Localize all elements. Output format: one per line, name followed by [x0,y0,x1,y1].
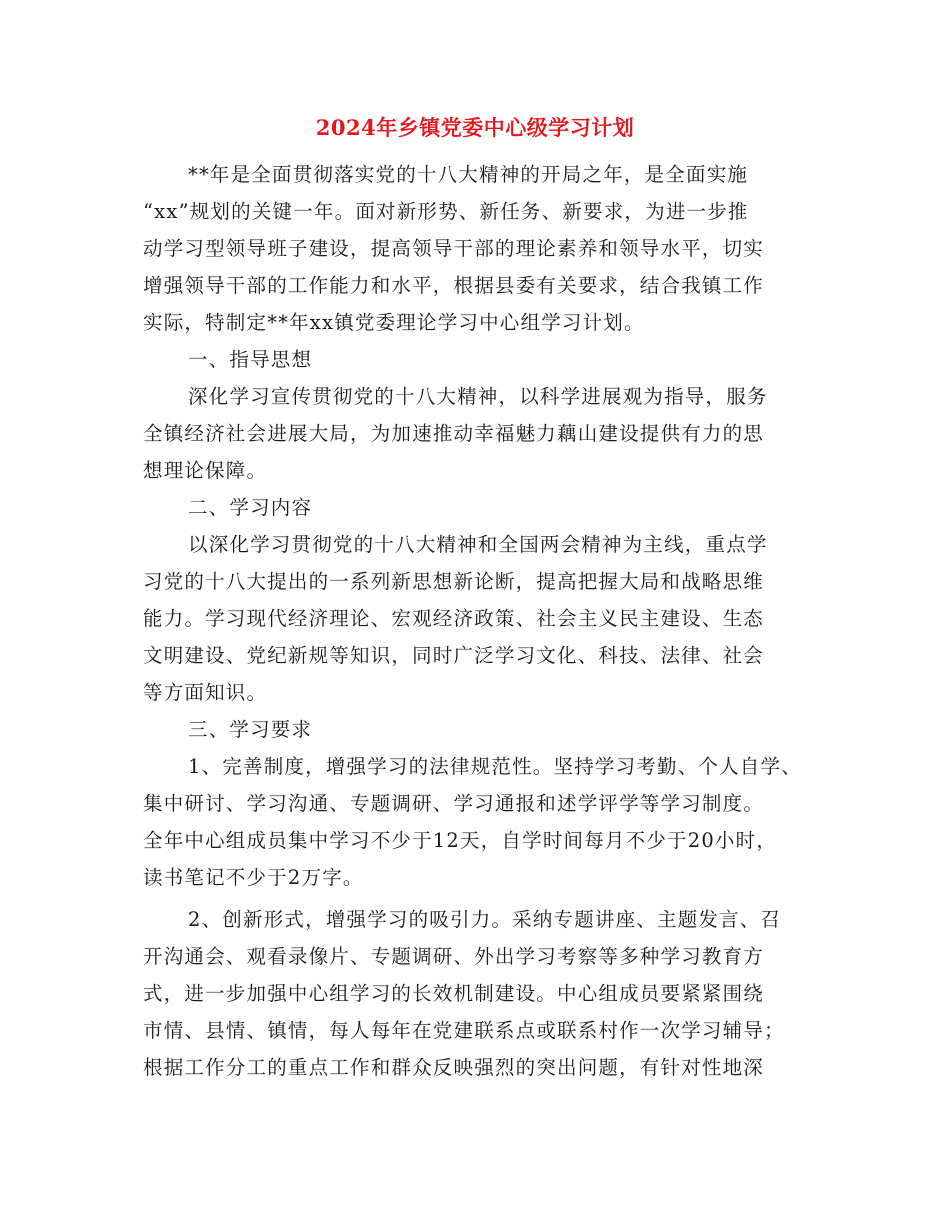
body-line: 动学习型领导班子建设，提高领导干部的理论素养和领导水平，切实 [143,237,765,260]
body-line: 以深化学习贯彻党的十八大精神和全国两会精神为主线，重点学 [188,533,768,556]
section-heading: 一、指导思想 [188,348,313,371]
body-line: 等方面知识。 [143,681,268,704]
body-line: 开沟通会、观看录像片、专题调研、外出学习考察等多种学习教育方 [143,945,765,968]
body-line: 式，进一步加强中心组学习的长效机制建设。中心组成员要紧紧围绕 [143,982,765,1005]
body-line: 读书笔记不少于2万字。 [143,866,364,889]
body-line: 根据工作分工的重点工作和群众反映强烈的突出问题，有针对性地深 [143,1056,765,1079]
body-line: 1、完善制度，增强学习的法律规范性。坚持学习考勤、个人自学、 [188,755,802,778]
section-heading: 二、学习内容 [188,496,313,519]
body-line: 深化学习宣传贯彻党的十八大精神，以科学进展观为指导，服务 [188,385,768,408]
body-line: 想理论保障。 [143,459,268,482]
body-line: 习党的十八大提出的一系列新思想新论断，提高把握大局和战略思维 [143,570,765,593]
body-line: 集中研讨、学习沟通、专题调研、学习通报和述学评学等学习制度。 [143,792,765,815]
body-line: 全年中心组成员集中学习不少于12天，自学时间每月不少于20小时， [143,829,778,852]
body-line: 增强领导干部的工作能力和水平，根据县委有关要求，结合我镇工作 [143,274,765,297]
body-line: 2、创新形式，增强学习的吸引力。采纳专题讲座、主题发言、召 [188,908,782,931]
body-line: 能力。学习现代经济理论、宏观经济政策、社会主义民主建设、生态 [143,607,765,630]
body-line: 文明建设、党纪新规等知识，同时广泛学习文化、科技、法律、社会 [143,644,765,667]
document-title: 2024年乡镇党委中心级学习计划 [315,115,635,140]
body-line: 实际，特制定**年xx镇党委理论学习中心组学习计划。 [143,311,645,334]
body-line: **年是全面贯彻落实党的十八大精神的开局之年，是全面实施 [188,163,749,186]
body-line: “xx”规划的关键一年。面对新形势、新任务、新要求，为进一步推 [143,200,749,223]
section-heading: 三、学习要求 [188,718,313,741]
body-line: 全镇经济社会进展大局，为加速推动幸福魅力藕山建设提供有力的思 [143,422,765,445]
body-line: 市情、县情、镇情，每人每年在党建联系点或联系村作一次学习辅导； [143,1019,785,1042]
